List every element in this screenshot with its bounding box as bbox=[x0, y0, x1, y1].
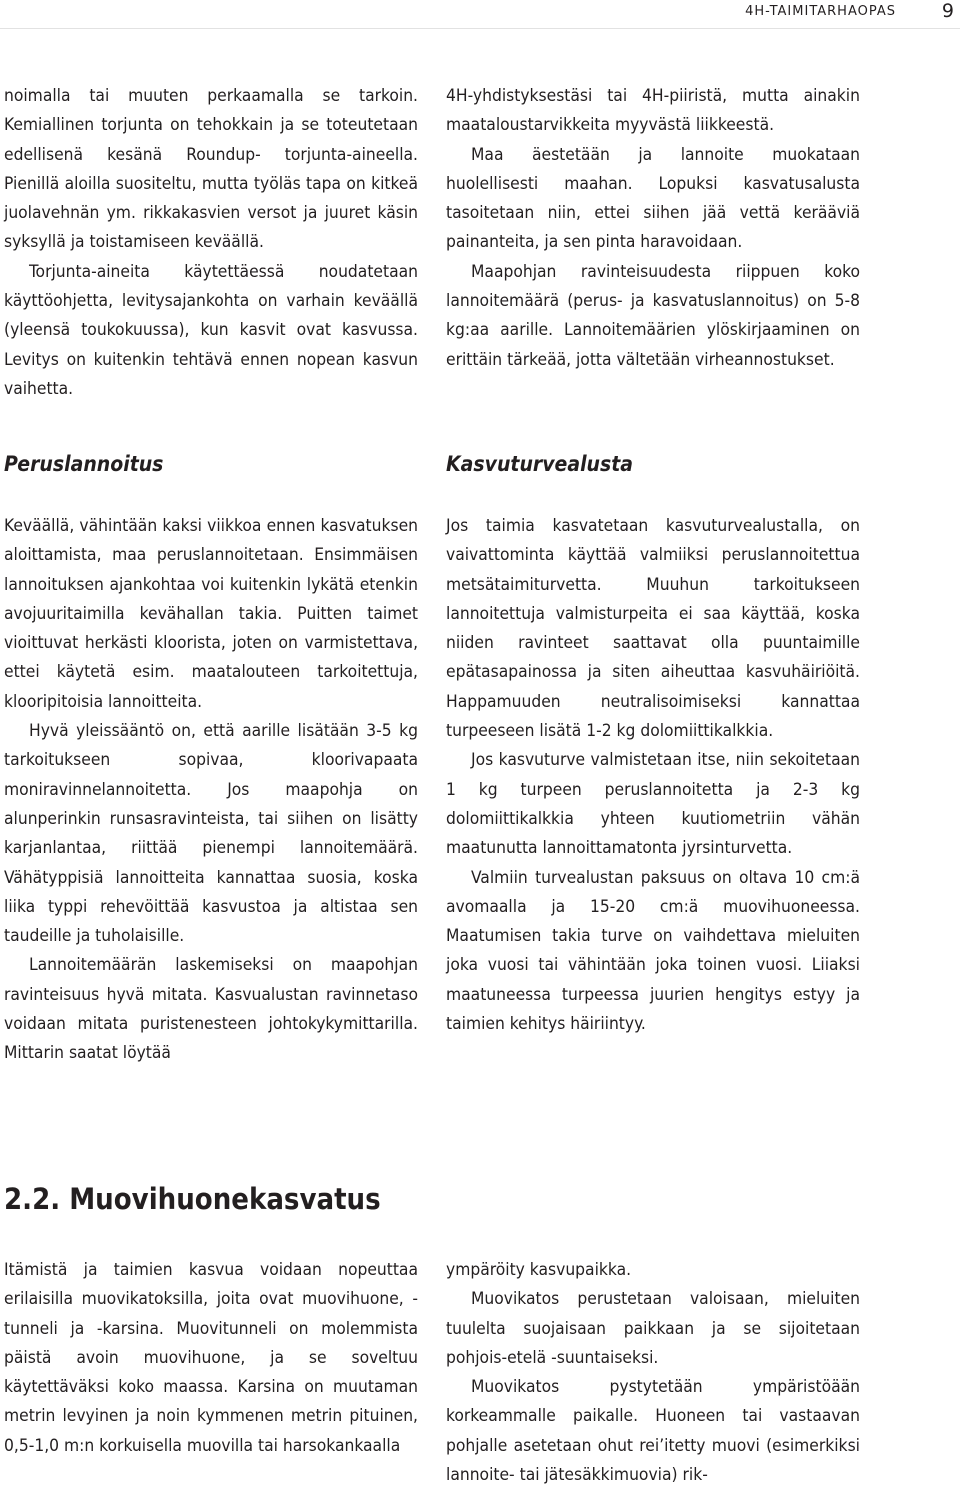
paragraph: Maa äestetään ja lannoite muokataan huolellisesti maahan. Lopuksi kasvatusalusta tasoitetaan niin, ettei siihen jää vettä kerääviä painanteita, ja sen pinta haravoidaan. bbox=[446, 144, 860, 253]
paragraph: Torjunta-aineita käytettäessä noudatetaan käyttöohjetta, levitysajankohta on varhain keväällä (yleensä toukokuussa), kun kasvit ovat kasvussa. Levitys on kuitenkin tehtävä ennen nopean kasvun vaihetta. bbox=[4, 261, 418, 399]
paragraph: Muovikatos perustetaan valoisaan, mieluiten tuulelta suojaisaan paikkaan ja se sijoitetaan pohjois-etelä -suuntaiseksi. bbox=[446, 1289, 860, 1368]
paragraph: noimalla tai muuten perkaamalla se tarkoin. Kemiallinen torjunta on tehokkain ja se toteutetaan edellisenä kesänä Roundup- torjunta-aineella. Pienillä aloilla suositeltu, mutta työläs tapa on kitkeä juolavehnän ym. rikkakasvien versot ja juuret käsin syksyllä ja toistamiseen keväällä. bbox=[4, 86, 418, 253]
peruslannoitus-column bbox=[4, 512, 418, 1069]
paragraph: Jos taimia kasvatetaan kasvuturvealustalla, on vaivattominta käyttää valmiiksi peruslannoitettua metsätaimiturvetta. Muuhun tarkoitukseen lannoitettuja valmisturpeita ei saa käyttää, koska niiden ravinteet saattavat olla puuntaimille epätasapainossa ja siten aiheuttaa kasvuhäiriöitä. Happamuuden neutralisoimiseksi kannattaa turpeeseen lisätä 1-2 kg dolomiittikalkkia. bbox=[446, 516, 860, 742]
paragraph: Muovikatos pystytetään ympäristöään korkeammalle paikalle. Huoneen tai vastaavan pohjalle asetetaan ohut rei’itetty muovi (esimerkiksi lannoite- tai jätesäkkimuovia) rik- bbox=[446, 1377, 860, 1486]
running-head: 4H-TAIMITARHAOPAS bbox=[745, 4, 896, 19]
section-right-column bbox=[446, 1256, 860, 1490]
section-left-column bbox=[4, 1256, 418, 1461]
section-title: 2.2. Muovihuonekasvatus bbox=[4, 1182, 381, 1216]
paragraph: 4H-yhdistyksestäsi tai 4H-piiristä, mutta ainakin maataloustarvikkeita myyvästä liikkeestä. bbox=[446, 86, 860, 136]
kasvuturvealusta-column bbox=[446, 512, 860, 1039]
paragraph: Keväällä, vähintään kaksi viikkoa ennen kasvatuksen aloittamista, maa peruslannoitetaan. Ensimmäisen lannoituksen ajankohtaa voi kuitenkin lykätä etenkin avojuuritaimilla kevähallan takia. Puitten taimet vioittuvat herkästi kloorista, joten on varmistettava, ettei käytetä esim. maatalouteen tarkoitettuja, klooripitoisia lannoitteita. bbox=[4, 516, 418, 712]
page-header bbox=[0, 0, 960, 29]
top-right-column bbox=[446, 82, 860, 375]
paragraph: Maapohjan ravinteisuudesta riippuen koko lannoitemäärä (perus- ja kasvatuslannoitus) on 5-8 kg:aa aarille. Lannoitemäärien ylöskirjaaminen on erittäin tärkeää, jotta vältetään virheannostukset. bbox=[446, 261, 860, 370]
paragraph: Itämistä ja taimien kasvua voidaan nopeuttaa erilaisilla muovikatoksilla, joita ovat muovihuone, -tunneli ja -karsina. Muovitunneli on molemmista päistä avoin muovihuone, ja se soveltuu käytettäväksi koko maassa. Karsina on muutaman metrin levyinen ja noin kymmenen metrin pituinen, 0,5-1,0 m:n korkuisella muovilla tai harsokankaalla bbox=[4, 1260, 418, 1456]
paragraph: Valmiin turvealustan paksuus on oltava 10 cm:ä avomaalla ja 15-20 cm:ä muovihuoneessa. Maatumisen takia turve on vaihdettava mieluiten joka vuosi tai vähintään joka toinen vuosi. Liiaksi maatuneessa turpeessa juurien hengitys estyy ja taimien kehitys häiriintyy. bbox=[446, 867, 860, 1035]
paragraph: Hyvä yleissääntö on, että aarille lisätään 3-5 kg tarkoitukseen sopivaa, kloorivapaata moniravinnelannoitetta. Jos maapohja on alunperinkin runsasravinteista, tai siihen on lisätty karjanlantaa, riittää pienempi lannoitemäärä. Vähätyppisiä lannoitteita kannattaa suosia, koska liika typpi rehevöittää kasvustoa ja altistaa sen taudeille ja tuholaisille. bbox=[4, 721, 418, 947]
top-left-column bbox=[4, 82, 418, 404]
heading-peruslannoitus: Peruslannoitus bbox=[4, 452, 164, 476]
paragraph: Jos kasvuturve valmistetaan itse, niin sekoitetaan 1 kg turpeen peruslannoitetta ja 2-3 kg dolomiittikalkkia yhteen kuutiometriin vähän maatunutta lannoittamatonta jyrsinturvetta. bbox=[446, 750, 860, 859]
page-number: 9 bbox=[941, 0, 954, 22]
heading-kasvuturvealusta: Kasvuturvealusta bbox=[446, 452, 634, 476]
paragraph: ympäröity kasvupaikka. bbox=[446, 1260, 632, 1280]
paragraph: Lannoitemäärän laskemiseksi on maapohjan ravinteisuus hyvä mitata. Kasvualustan ravinnetaso voidaan mitata puristenesteen johtokykymittarilla. Mittarin saatat löytää bbox=[4, 955, 418, 1064]
